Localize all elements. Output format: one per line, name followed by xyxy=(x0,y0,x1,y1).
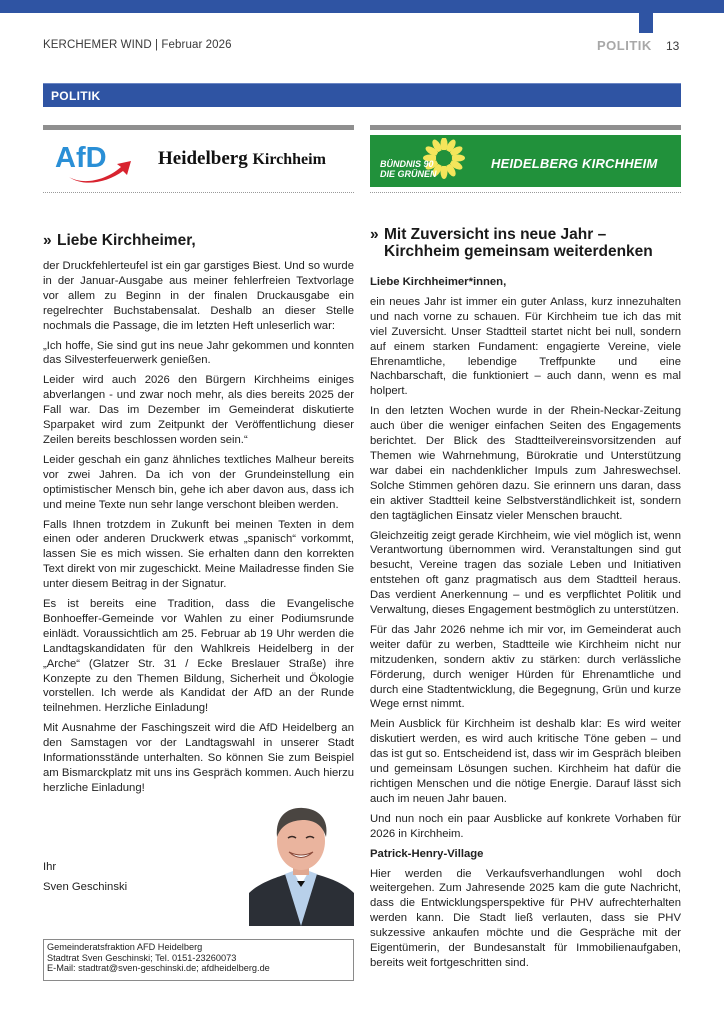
afd-banner-title-sub: Kirchheim xyxy=(252,151,326,168)
afd-logo-text: AfD xyxy=(55,142,107,174)
section-bar xyxy=(43,83,681,107)
article-subheading: Patrick-Henry-Village xyxy=(370,847,484,860)
article-salutation: Liebe Kirchheimer*innen, xyxy=(370,276,507,288)
article-headline xyxy=(43,232,354,249)
afd-banner-title-main: Heidelberg xyxy=(158,148,248,169)
article-gruene xyxy=(370,226,681,976)
gruene-banner xyxy=(370,125,681,195)
headline-text: Mit Zuversicht ins neue Jahr – Kirchheim gemeinsam weiterdenken xyxy=(384,226,653,260)
article-paragraph: der Druckfehlerteufel ist ein gar garstiges Biest. Und so wurde in der Januar-Ausgabe aus meiner fehlerfreien Textvorlage vor allem zu Beginn in der finalen Druckausgabe ein regelrechter Buchstabensalat. Deshalb an dieser Stelle nochmals die Passage, die im letzten Heft unleserlich war: xyxy=(43,260,354,332)
running-head-publication: KERCHEMER WIND | Februar 2026 xyxy=(43,39,232,51)
gruene-logo-line2: DIE GRÜNEN xyxy=(380,169,437,179)
page-tab-marker xyxy=(639,13,653,33)
signoff-name: Sven Geschinski xyxy=(43,881,128,893)
running-head-section: POLITIK xyxy=(597,38,652,53)
afd-logo-icon xyxy=(53,137,135,185)
headline-text: Liebe Kirchheimer, xyxy=(57,232,196,249)
article-paragraph: „Ich hoffe, Sie sind gut ins neue Jahr gekommen und konnten das Silvesterfeuerwerk genießen. xyxy=(43,339,354,367)
banner-rule-top xyxy=(43,125,354,130)
afd-banner-title xyxy=(158,148,326,170)
article-paragraph: Für das Jahr 2026 nehme ich mir vor, im Gemeinderat auch weiter dafür zu werben, Stadtteile wie Kirchheim nicht nur mitzudenken, sondern aktiv zu stärken: durch verlässliche Förderung, durch weniger Hürden für Ehrenamtliche und durch eine Stadtentwicklung, die Begegnung, Grün und kurze Wege ernst nimmt. xyxy=(370,623,681,711)
page-number: 13 xyxy=(666,39,680,53)
headline-marker-icon: » xyxy=(43,232,52,249)
article-paragraph: Hier werden die Verkaufsverhandlungen wohl doch weitergehen. Zum Jahresende 2025 kam die gute Nachricht, dass die Entwicklungsperspektive für PHV aufrechterhalten werden kann. Die Stadt ließ verlauten, dass sie PHV sukzessive ankaufen möchte und die Gespräche mit der Eigentümerin, der Bundesanstalt für Immobilienaufgaben, bereits weit fortgeschritten sind. xyxy=(370,867,681,969)
article-paragraph: ein neues Jahr ist immer ein guter Anlass, kurz innezuhalten und nach vorne zu schauen. Für Kirchheim tue ich das mit viel Zuversicht. Unser Stadtteil startet nicht bei null, sondern auf einem starken Fundament: engagierte Vereine, viele Ehrenamtliche, lebendige Treffpunkte und eine Nachbarschaft, die funktioniert – auch dann, wenn es mal holpert. xyxy=(370,295,681,398)
banner-rule-bottom xyxy=(370,192,681,193)
gruene-banner-box xyxy=(370,135,681,187)
article-paragraph: Falls Ihnen trotzdem in Zukunft bei meinen Texten in dem einen oder anderen Druckwerk etwas „spanisch“ vorkommt, lassen Sie es mich wissen. Sie erhalten dann den korrekten Text direkt von mir zugeschickt. Meine Mailadresse finden Sie unter diesem Beitrag in der Signatur. xyxy=(43,518,354,591)
article-paragraph: Gleichzeitig zeigt gerade Kirchheim, wie viel möglich ist, wenn Verantwortung übernommen wird. Veranstaltungen sind gut besucht, Vereine tragen das soziale Leben und Initiativen entstehen oft ganz pragmatisch aus dem Stadtteil heraus. Das verdient Anerkennung – und es verpflichtet Politik und Verwaltung, dieses Engagement bestmöglich zu unterstützen. xyxy=(370,529,681,617)
article-afd xyxy=(43,232,354,801)
sunflower-icon xyxy=(378,138,468,184)
article-paragraph: Und nun noch ein paar Ausblicke auf konkrete Vorhaben für 2026 in Kirchheim. xyxy=(370,812,681,840)
gruene-banner-title: HEIDELBERG KIRCHHEIM xyxy=(491,156,658,171)
article-paragraph: Mein Ausblick für Kirchheim ist deshalb klar: Es wird weiter diskutiert werden, es wird auch kritische Töne geben – und das ist gut so. Entscheidend ist, dass wir im Gespräch bleiben und gemeinsam Lösungen suchen. Kirchheim hat dafür die richtigen Menschen und die nötige Energie. Darauf lässt sich auch im neuen Jahr bauen. xyxy=(370,718,681,805)
contact-line-phone: Stadtrat Sven Geschinski; Tel. 0151-23260073 xyxy=(47,952,237,963)
article-paragraph: Mit Ausnahme der Faschingszeit wird die AfD Heidelberg an den Samstagen vor der Landtagswahl in unserer Stadt Informationsstände unterhalten. So können Sie zum Beispiel am Bismarckplatz mit uns ins Gespräch kommen. Auch hierzu herzliche Einladung! xyxy=(43,722,354,794)
article-paragraph: In den letzten Wochen wurde in der Rhein-Neckar-Zeitung auch über die weniger einfachen Seiten des Engagements berichtet. Der Blick des Stadtteilvereinsvorsitzenden auf Themen wie Wahrnehmung, Bürokratie und Unterstützung war dabei ein nachdenklicher Impuls zum Jahreswechsel. Solche Stimmen gehören dazu. Sie erinnern uns daran, dass ein aktiver Stadtteil keine Selbstverständlichkeit ist, sondern den tagtäglichen Einsatz vieler Menschen braucht. xyxy=(370,405,681,522)
afd-banner xyxy=(43,125,354,195)
top-color-bar xyxy=(0,0,724,13)
author-portrait xyxy=(249,801,354,926)
contact-line-organization: Gemeinderatsfraktion AFD Heidelberg xyxy=(47,942,203,952)
portrait-image xyxy=(249,801,354,926)
gruene-logo-line1: BÜNDNIS 90 xyxy=(380,159,434,169)
banner-rule-top xyxy=(370,125,681,130)
banner-rule-bottom xyxy=(43,192,354,193)
article-headline xyxy=(370,226,681,260)
contact-line-email[interactable]: E-Mail: stadtrat@sven-geschinski.de; afdheidelberg.de xyxy=(47,963,270,973)
article-paragraph: Leider geschah ein ganz ähnliches textliches Malheur bereits vor zwei Jahren. Da ich von der Grundeinstellung ein optimistischer Mensch bin, gehe ich aber davon aus, dass ich und meine Texte nun sehr lange verschont bleiben werden. xyxy=(43,453,354,511)
article-paragraph: Es ist bereits eine Tradition, dass die Evangelische Bonhoeffer-Gemeinde vor Wahlen zu einer Podiumsrunde einlädt. Voraussichtlich am 25. Februar ab 19 Uhr werden die Landtagskandidaten für den Wahlkreis Heidelberg in der „Arche“ (Glatzer Str. 31 / Ecke Breslauer Straße) ihre Konzepte zu den Themen Bildung, Sicherheit und Ökologie vorstellen. Ich werde als Kandidat der AfD an der Runde teilnehmen. Herzliche Einladung! xyxy=(43,598,354,715)
article-paragraph: Leider wird auch 2026 den Bürgern Kirchheims einiges abverlangen - und zwar noch mehr, als dies bereits 2025 der Fall war. Das im Dezember im Gemeinderat diskutierte Sparpaket wird zum Zeitpunkt der Veröffentlichung dieser Zeilen bereits beschlossen worden sein.“ xyxy=(43,374,354,446)
headline-marker-icon: » xyxy=(370,226,379,243)
signoff-greeting: Ihr xyxy=(43,861,57,873)
contact-signature-box xyxy=(43,939,354,981)
section-bar-label: POLITIK xyxy=(51,89,101,103)
